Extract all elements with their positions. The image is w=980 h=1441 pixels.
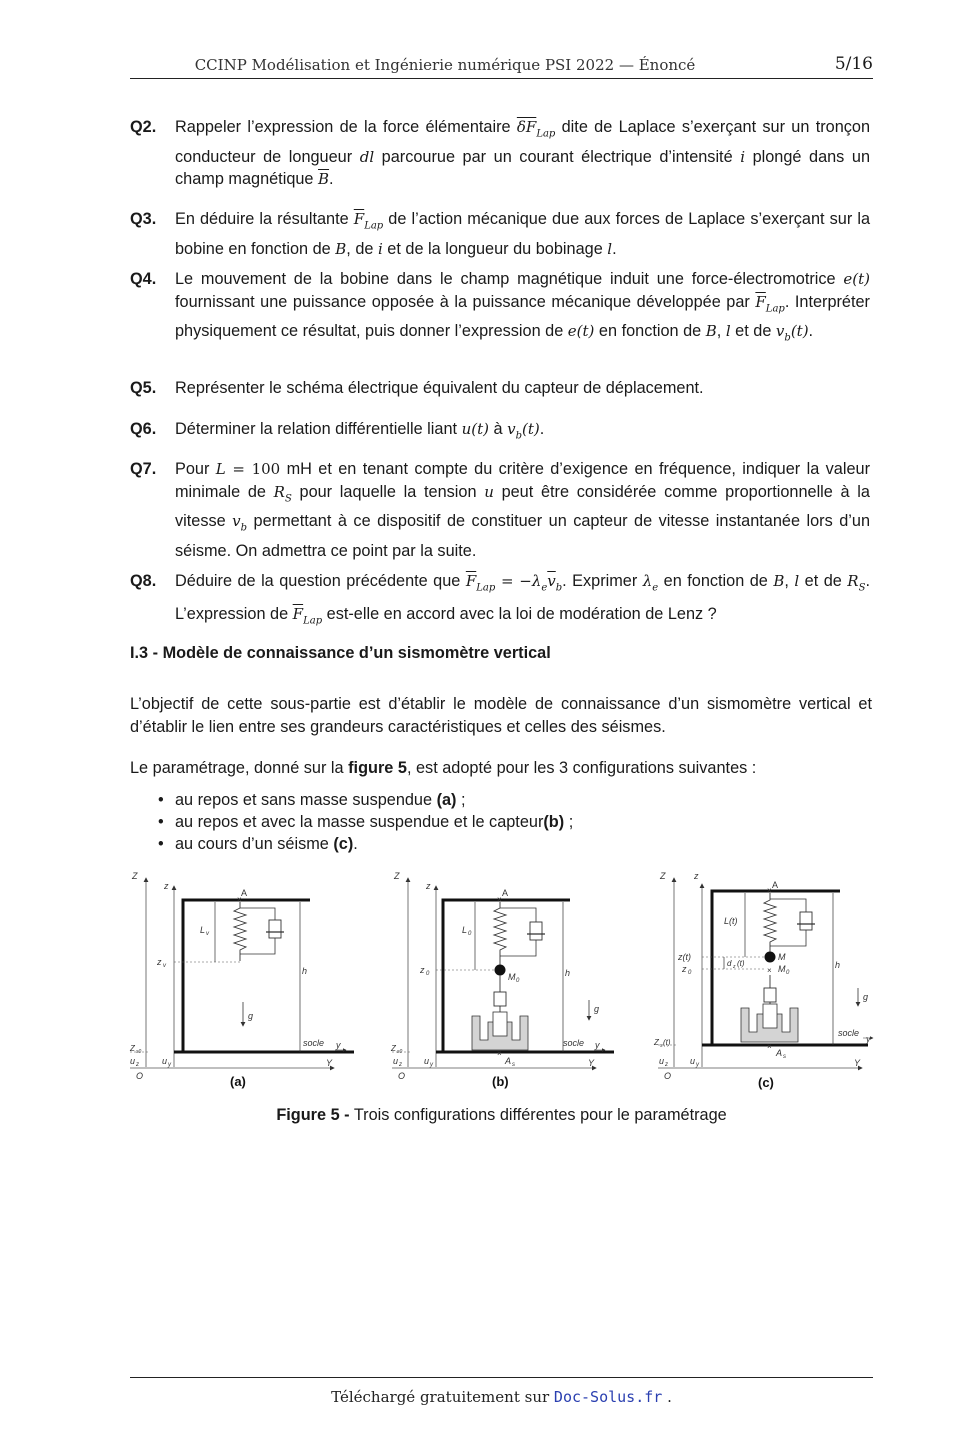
question-number: Q4. [130,270,157,288]
z-axis-label: z [426,881,431,891]
cross-icon: × [767,1042,772,1051]
cross-icon: × [497,895,502,904]
svg-text:0: 0 [468,931,472,937]
list-item: • au cours d’un séisme (c). [175,833,573,855]
question-text: Déterminer la relation différentielle liant u(t) à $v_b(t)$. [175,420,545,442]
config-list [130,789,573,855]
socle-label: socle [563,1038,585,1048]
question-text: Déduire de la question précédente que $\overline{F}_{Lap} = -\lambda_e\overline{v}_b$. Exprimer $\lambda_e$ en fonction de B, l et de $R_S$. L’expression de $\overline{F}_{Lap}$ est-elle en accord avec la loi de modération de Lenz ? [175,572,870,627]
question-q4 [130,268,870,350]
M0-label: M [778,964,786,974]
svg-text:s: s [783,1054,786,1060]
M0-label: M [508,972,516,982]
socle-label: socle [838,1028,860,1038]
uz-label: u [393,1056,399,1066]
svg-text:0: 0 [688,970,692,976]
Y-axis-label: Y [588,1058,595,1068]
question-number: Q8. [130,572,157,590]
g-label: g [863,992,869,1002]
question-text: Rappeler l’expression de la force élémentaire $\overline{\delta F}_{Lap}$ dite de Laplace s’exerçant sur un tronçon conducteur de longueur dl parcourue par un courant électrique d’intensité i plongé dans un champ magnétique $\overline{B}$. [175,118,871,189]
svg-text:(t): (t) [737,959,745,968]
socle-label: socle [303,1038,325,1048]
question-number: Q3. [130,210,157,228]
y-axis-label: y [595,1040,600,1050]
list-item: • au repos et avec la masse suspendue et le capteur(b) ; [175,811,573,833]
svg-text:v: v [206,931,209,937]
point-A-label: A [502,888,509,898]
panel-label-b: (b) [492,1074,509,1089]
Z-axis-label: Z [132,871,138,881]
Zs-label: Z [654,1038,659,1047]
intro-paragraph: L’objectif de cette sous-partie est d’établir le modèle de connaissance d’un sismomètre vertical et d’établir le lien entre ses grandeurs caractéristiques et celles des séismes. [130,695,872,736]
svg-text:0: 0 [516,978,520,984]
origin-label: O [664,1071,672,1081]
z0-label: z [420,965,425,975]
svg-text:v: v [163,963,166,969]
svg-text:s0: s0 [136,1049,142,1055]
uy-label: u [162,1056,168,1066]
Lv-label: L [200,925,206,935]
mass-M [765,952,776,963]
question-q2 [130,116,870,191]
doc-solus-link[interactable]: Doc-Solus.fr [553,1388,663,1406]
footer-text: Téléchargé gratuitement sur [331,1388,554,1406]
question-q7 [130,458,870,563]
panel-a [129,871,354,1089]
As-label: A [776,1048,783,1058]
M-label: M [778,952,786,962]
svg-text:y: y [430,1062,433,1068]
list-item: • au repos et sans masse suspendue (a) ; [175,789,573,811]
svg-text:0: 0 [426,971,430,977]
cross-icon: × [497,1049,502,1058]
h-label: h [302,966,308,976]
y-axis-label: y [866,1034,871,1044]
uy-label: u [690,1056,696,1066]
origin-label: O [136,1071,144,1081]
z0-label: z [682,964,687,974]
question-q5 [130,377,870,400]
Zs0-label: Z [391,1044,396,1053]
question-q8 [130,568,870,635]
svg-text:0: 0 [786,970,790,976]
h-label: h [835,960,841,970]
question-text: Pour L = 100 mH et en tenant compte du critère d’exigence en fréquence, indiquer la valeur minimale de $R_S$ pour laquelle la tension u peut être considérée comme proportionnelle à la vitesse $v_b$ permettant à ce dispositif de constituer un capteur de vitesse instantanée lors d’un séisme. On admettra ce point par la suite. [175,460,870,560]
cross-icon: × [767,966,772,975]
page-number: 5/16 [834,54,873,74]
svg-text:z: z [733,964,736,970]
figure-5 [120,862,880,1097]
panel-c [653,871,873,1090]
question-text: Représenter le schéma électrique équivalent du capteur de déplacement. [175,379,704,397]
z-axis-label: z [164,881,169,891]
uy-label: u [424,1056,430,1066]
question-q6 [130,418,870,448]
cross-icon: × [237,895,242,904]
question-text: Le mouvement de la bobine dans le champ magnétique induit une force-électromotrice e(t) fournissant une puissance opposée à la puissance mécanique développée par $\overline{F}_{Lap}$. Interpréter physiquement ce résultat, puis donner l’expression de e(t) en fonction de B, l et de $v_b(t)$. [175,270,870,344]
svg-text:y: y [696,1062,699,1068]
y-axis-label: y [336,1040,341,1050]
Lt-label: L(t) [724,916,738,926]
Z-axis-label: Z [394,871,400,881]
panel-label-c: (c) [758,1075,774,1090]
Y-axis-label: Y [326,1058,333,1068]
svg-text:s: s [512,1062,515,1068]
svg-text:y: y [168,1062,171,1068]
Z-axis-label: Z [660,871,666,881]
Zs0-label: Z [130,1044,135,1053]
question-text: En déduire la résultante $\overline{F}_{Lap}$ de l’action mécanique due aux forces de Laplace s’exerçant sur la bobine en fonction de B, de i et de la longueur du bobinage l. [175,210,870,258]
uz-label: u [659,1056,665,1066]
h-label: h [565,968,571,978]
origin-label: O [398,1071,406,1081]
L0-label: L [462,925,468,935]
page-footer: Téléchargé gratuitement sur Doc-Solus.fr . [130,1377,873,1378]
question-number: Q7. [130,460,157,478]
panel-b [390,871,614,1089]
svg-text:z: z [399,1062,402,1068]
dz-label: d [727,959,732,968]
panel-label-a: (a) [230,1074,246,1089]
g-label: g [248,1011,254,1021]
param-paragraph: Le paramétrage, donné sur la figure 5, est adopté pour les 3 configurations suivantes : [130,759,757,777]
svg-text:s: s [660,1043,663,1049]
z-axis-label: z [694,871,699,881]
question-number: Q2. [130,118,157,136]
header-title: CCINP Modélisation et Ingénierie numérique PSI 2022 — Énoncé [194,56,696,74]
zt-label: z(t) [678,952,691,962]
As-label: A [505,1056,512,1066]
question-number: Q6. [130,420,157,438]
figure-caption: Figure 5 - Trois configurations différentes pour le paramétrage [276,1106,727,1124]
svg-text:(t): (t) [663,1038,671,1047]
point-A-label: A [772,880,779,890]
cross-icon: × [767,886,772,895]
section-title: I.3 - Modèle de connaissance d’un sismomètre vertical [130,644,551,662]
zv-label: z [157,957,162,967]
mass-M0 [495,965,506,976]
uz-label: u [130,1056,136,1066]
svg-text:s0: s0 [397,1049,403,1055]
page-header [130,52,873,79]
svg-text:z: z [136,1062,139,1068]
Y-axis-label: Y [854,1058,861,1068]
svg-text:z: z [665,1062,668,1068]
g-label: g [594,1004,600,1014]
question-number: Q5. [130,379,157,397]
point-A-label: A [241,888,248,898]
question-q3 [130,208,870,260]
